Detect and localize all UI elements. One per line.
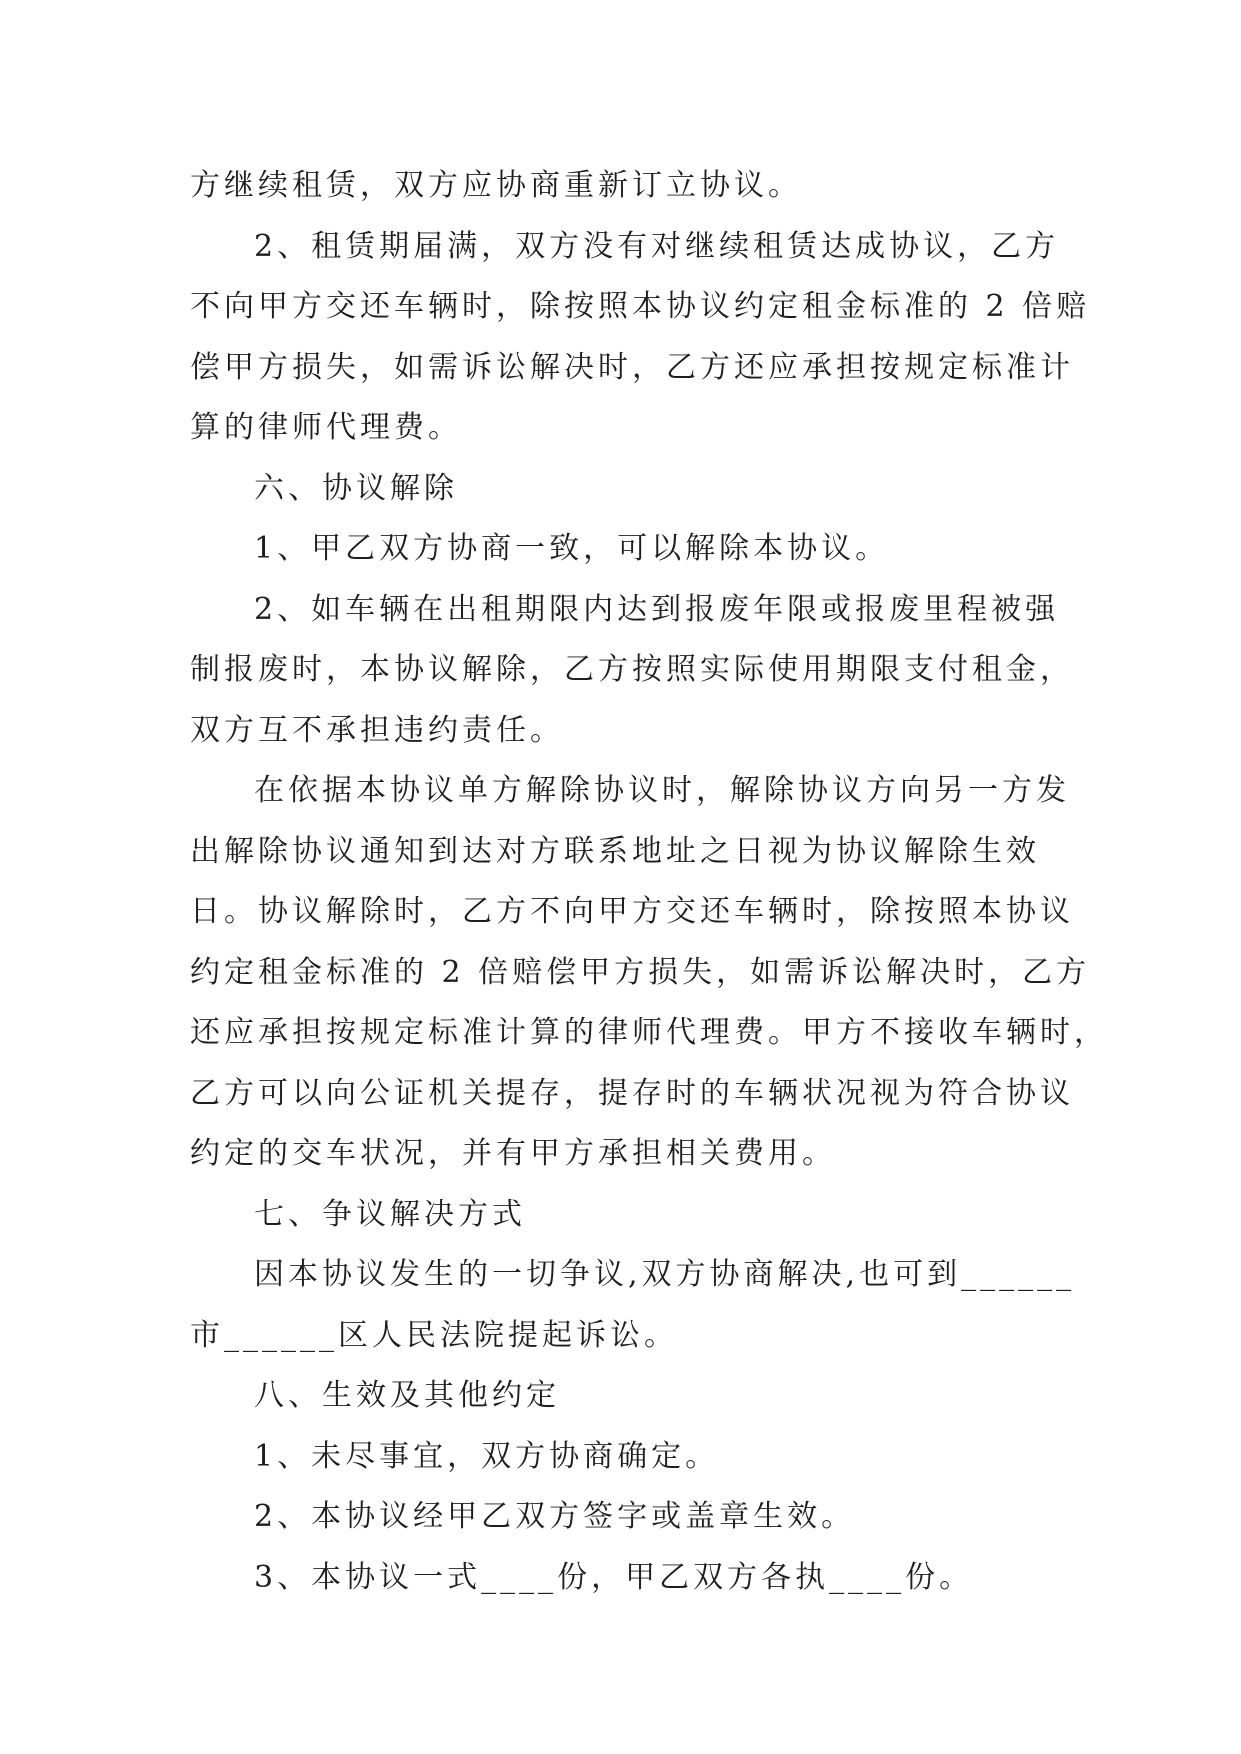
text-line: 约定租金标准的 2 倍赔偿甲方损失，如需诉讼解决时，乙方 — [190, 954, 1091, 990]
text-line: 1、甲乙双方协商一致，可以解除本协议。 — [254, 531, 890, 566]
text-line: 1、未尽事宜，双方协商确定。 — [254, 1438, 720, 1474]
text-line: 在依据本协议单方解除协议时，解除协议方向另一方发 — [254, 773, 1070, 808]
text-line: 2、租赁期届满，双方没有对继续租赁达成协议，乙方 — [254, 228, 1060, 264]
text-line: 还应承担按规定标准计算的律师代理费。甲方不接收车辆时， — [190, 1015, 1108, 1050]
text-line: 日。协议解除时，乙方不向甲方交还车辆时，除按照本协议 — [190, 894, 1074, 929]
section-heading: 七、争议解决方式 — [254, 1196, 526, 1232]
text-line: 乙方可以向公证机关提存，提存时的车辆状况视为符合协议 — [190, 1075, 1074, 1111]
text-line: 2、如车辆在出租期限内达到报废年限或报废里程被强 — [254, 591, 1060, 627]
text-line: 出解除协议通知到达对方联系地址之日视为协议解除生效 — [190, 833, 1040, 869]
section-heading: 六、协议解除 — [254, 470, 458, 506]
text-line: 市______区人民法院提起诉讼。 — [190, 1317, 678, 1353]
text-line: 制报废时，本协议解除，乙方按照实际使用期限支付租金， — [190, 652, 1074, 687]
document-body — [190, 156, 1108, 1608]
text-line: 3、本协议一式____份，甲乙双方各执____份。 — [254, 1559, 974, 1595]
text-line: 算的律师代理费。 — [190, 410, 462, 445]
section-heading: 八、生效及其他约定 — [254, 1378, 560, 1413]
text-line: 因本协议发生的一切争议,双方协商解决,也可到______ — [254, 1257, 1076, 1292]
text-line: 方继续租赁，双方应协商重新订立协议。 — [190, 168, 802, 203]
text-line: 2、本协议经甲乙双方签字或盖章生效。 — [254, 1499, 856, 1534]
text-line: 双方互不承担违约责任。 — [190, 712, 564, 748]
text-line: 偿甲方损失，如需诉讼解决时，乙方还应承担按规定标准计 — [190, 349, 1074, 385]
text-line: 不向甲方交还车辆时，除按照本协议约定租金标准的 2 倍赔 — [190, 289, 1091, 324]
text-line: 约定的交车状况，并有甲方承担相关费用。 — [190, 1136, 836, 1171]
